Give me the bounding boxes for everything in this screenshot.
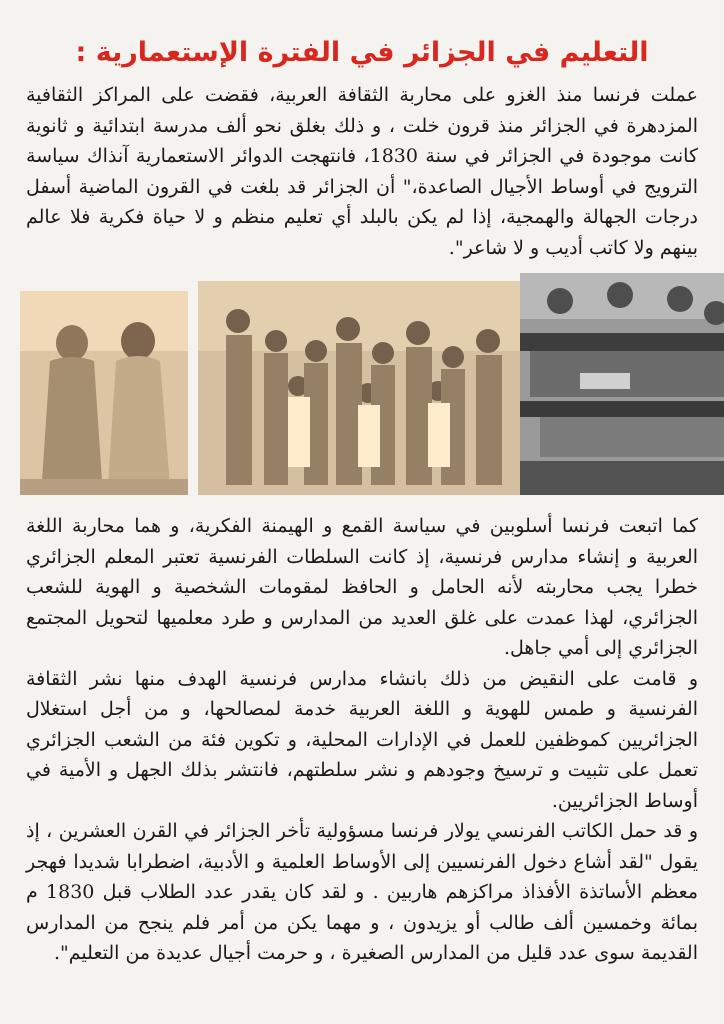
paragraph-1: كما اتبعت فرنسا أسلوبين في سياسة القمع و الهيمنة الفكرية، و هما محاربة اللغة العربية و إنشاء مدارس فرنسية، إذ كانت السلطات الفرنسية تعتبر المعلم الجزائري خطرا يجب محاربته لأنه الحامل و الحافظ لمقومات الشخصية و الهوية للشعب الجزائري، لهذا عمدت على غلق العديد من المدارس و طرد معلميها لتحويل المجتمع الجزائري إلى أمي جاهل.	[26, 515, 698, 659]
intro-paragraph: عملت فرنسا منذ الغزو على محاربة الثقافة العربية، فقضت على المراكز الثقافية المزدهرة في الجزائر منذ قرون خلت ، و ذلك بغلق نحو ألف مدرسة ابتدائية و ثانوية كانت موجودة في الجزائر في سنة 1830، فانتهجت الدوائر الاستعمارية آنذاك سياسة الترويج في أوساط الأجيال الصاعدة،" أن الجزائر قد بلغت في القرون الماضية أسفل درجات الجهالة والهمجية، إذا لم يكن بالبلد أي تعليم منظم و لا حياة فكرية فلا عالم بينهم ولا كاتب أديب و لا شاعر".	[26, 84, 698, 259]
photo-strip	[14, 273, 710, 505]
photo-group-of-children	[198, 281, 528, 495]
body-text	[26, 511, 698, 969]
photo-two-girls	[20, 291, 188, 495]
paragraph-3: و قد حمل الكاتب الفرنسي يولار فرنسا مسؤولية تأخر الجزائر في القرن العشرين ، إذ يقول "لقد أشاع دخول الفرنسيين إلى الأوساط العلمية و الأدبية، اضطرابا شديدا فهجر معظم الأساتذة الأفذاذ مراكزهم هاربين . و لقد كان يقدر عدد الطلاب قبل 1830 م بمائة وخمسين ألف طالب أو يزيدون ، و مهما يكن من أمر فلم ينجح من المدارس القديمة سوى عدد قليل من المدارس الصغيرة ، و حرمت أجيال عديدة من التعليم".	[26, 820, 698, 964]
page-title: التعليم في الجزائر في الفترة الإستعمارية :	[75, 37, 649, 68]
photo-classroom	[520, 273, 724, 495]
paragraph-2: و قامت على النقيض من ذلك بانشاء مدارس فرنسية الهدف منها نشر الثقافة الفرنسية و طمس للهوية و اللغة العربية خدمة لمصالحها، و من أجل استغلال الجزائريين كموظفين للعمل في الإدارات المحلية، و تكوين فئة من الشعب الجزائري تعمل على تثبيت و ترسيخ وجودهم و نشر سلطتهم، فانتشر بذلك الجهل و الأمية في أوساط الجزائريين.	[26, 667, 698, 812]
